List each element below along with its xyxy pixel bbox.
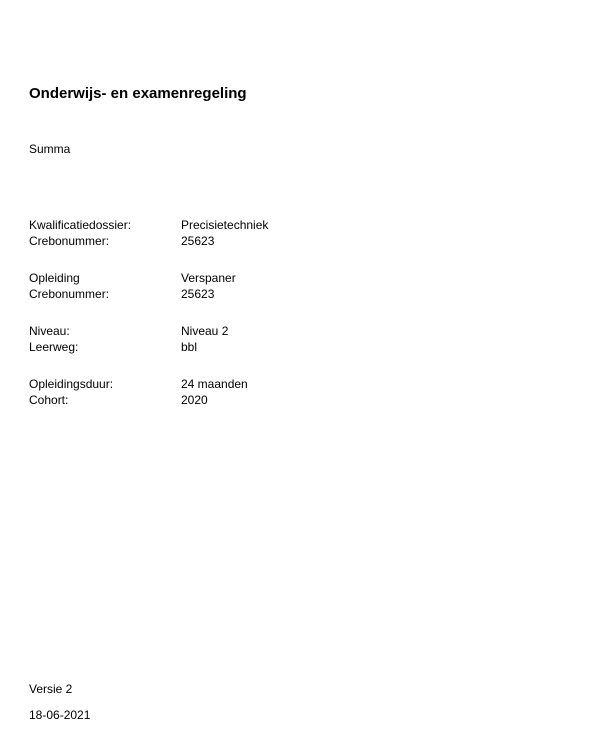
detail-value: 2020: [181, 393, 208, 407]
detail-label: Leerweg:: [29, 340, 79, 354]
detail-label: Opleidingsduur:: [29, 377, 114, 391]
detail-label: Kwalificatiedossier:: [29, 218, 132, 232]
detail-row: [29, 286, 429, 302]
detail-row: [29, 392, 429, 408]
document-title: Onderwijs- en examenregeling: [29, 85, 247, 102]
detail-row: [29, 339, 429, 355]
detail-value: 25623: [181, 287, 215, 301]
organization-name: Summa: [29, 142, 71, 156]
detail-value: bbl: [181, 340, 198, 354]
detail-value: Niveau 2: [181, 324, 229, 338]
document-date: 18-06-2021: [29, 708, 91, 722]
detail-value: 24 maanden: [181, 377, 248, 391]
detail-label: Crebonummer:: [29, 234, 110, 248]
detail-row: [29, 233, 429, 249]
detail-row: [29, 270, 429, 286]
detail-row: [29, 376, 429, 392]
detail-row: [29, 323, 429, 339]
details-group-duration: [29, 376, 429, 408]
details-section: [29, 217, 429, 429]
details-group-level: [29, 323, 429, 355]
details-group-program: [29, 270, 429, 302]
detail-value: Verspaner: [181, 271, 236, 285]
detail-label: Niveau:: [29, 324, 70, 338]
detail-row: [29, 217, 429, 233]
detail-value: 25623: [181, 234, 215, 248]
detail-label: Opleiding: [29, 271, 80, 285]
details-group-qualification: [29, 217, 429, 249]
detail-label: Cohort:: [29, 393, 69, 407]
document-version: Versie 2: [29, 682, 73, 696]
detail-label: Crebonummer:: [29, 287, 110, 301]
detail-value: Precisietechniek: [181, 218, 269, 232]
